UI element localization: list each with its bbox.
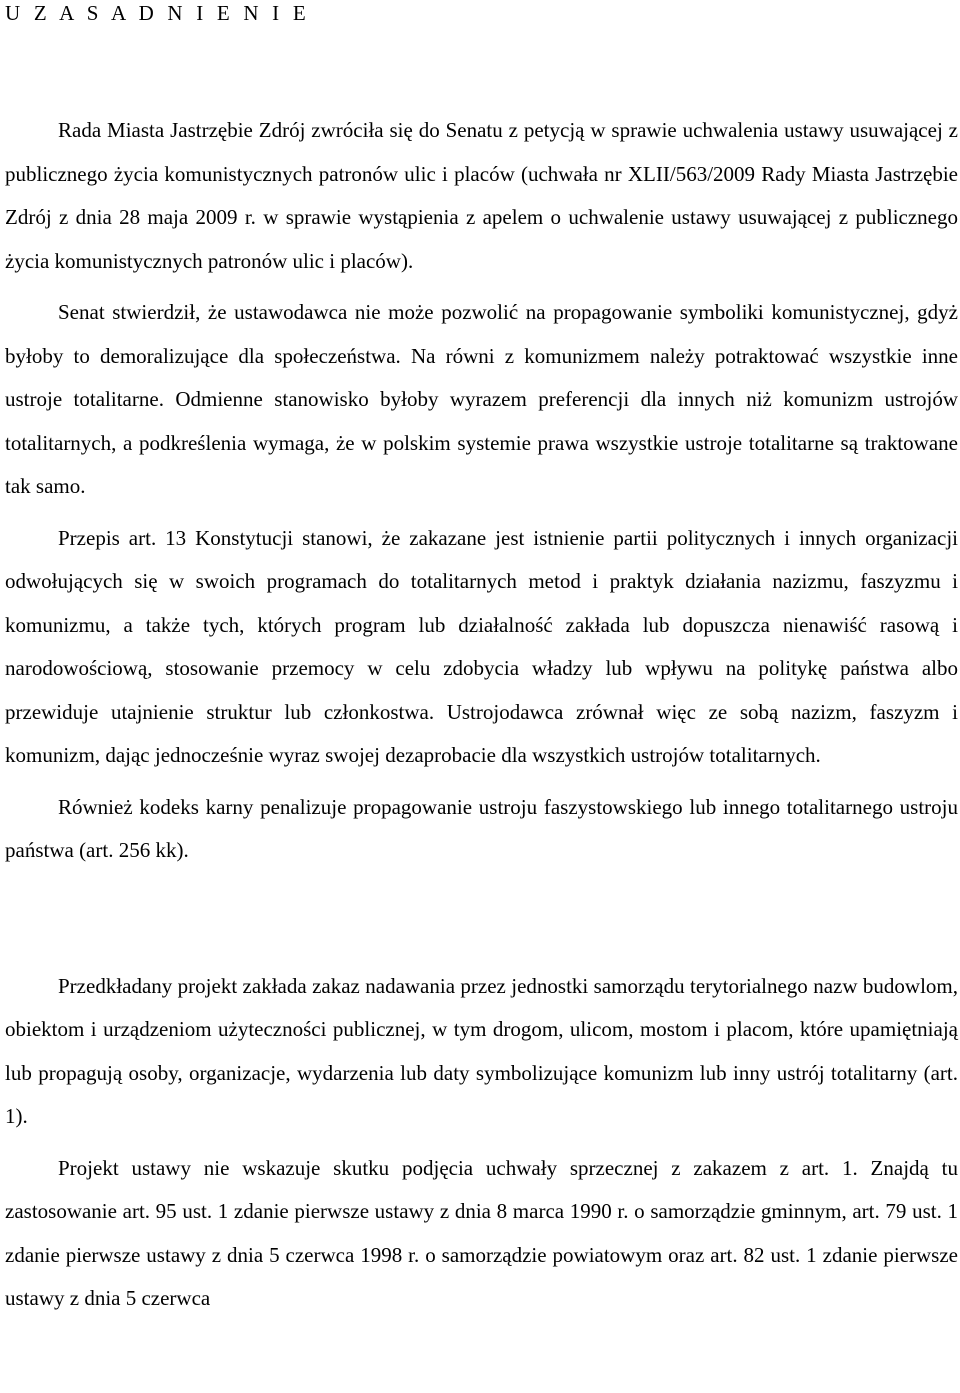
paragraph-constitution-article-13: Przepis art. 13 Konstytucji stanowi, że zakazane jest istnienie partii politycznych i innych organizacji odwołujących się w swoich programach do totalitarnych metod i praktyk działania nazizmu, faszyzmu i komunizmu, a także tych, których program lub działalność zakłada lub dopuszcza nienawiść rasową i narodowościową, stosowanie przemocy w celu zdobycia władzy lub wpływu na politykę państwa albo przewiduje utajnienie struktur lub członkostwa. Ustrojodawca zrównał więc ze sobą nazizm, faszyzm i komunizm, dając jednocześnie wyraz swojej dezaprobacie dla wszystkich ustrojów totalitarnych. xyxy=(5,525,958,767)
paragraph-senate-position: Senat stwierdził, że ustawodawca nie może pozwolić na propagowanie symboliki komunistycznej, gdyż byłoby to demoralizujące dla społeczeństwa. Na równi z komunizmem należy potraktować wszystkie inne ustroje totalitarne. Odmienne stanowisko byłoby wyrazem preferencji dla innych niż komunizm ustrojów totalitarnych, a podkreślenia wymaga, że w polskim systemie prawa wszystkie ustroje totalitarne są traktowane tak samo. xyxy=(5,300,958,498)
document-page xyxy=(5,0,958,1321)
spacer xyxy=(5,1139,958,1147)
paragraph-petition: Rada Miasta Jastrzębie Zdrój zwróciła się do Senatu z petycją w sprawie uchwalenia ustawy usuwającej z publicznego życia komunistycznych patronów ulic i placów (uchwała nr XLII/563/2009 Rady Miasta Jastrzębie Zdrój z dnia 28 maja 2009 r. w sprawie wystąpienia z apelem o uchwalenie ustawy usuwającej z publicznego życia komunistycznych patronów ulic i placów). xyxy=(5,118,958,273)
paragraph-legal-consequences: Projekt ustawy nie wskazuje skutku podjęcia uchwały sprzecznej z zakazem z art. 1. Znajdą tu zastosowanie art. 95 ust. 1 zdanie pierwsze ustawy z dnia 8 marca 1990 r. o samorządzie gminnym, art. 79 ust. 1 zdanie pierwsze ustawy z dnia 5 czerwca 1998 r. o samorządzie powiatowym oraz art. 82 ust. 1 zdanie pierwsze ustawy z dnia 5 czerwca xyxy=(5,1155,958,1310)
paragraph-penal-code: Również kodeks karny penalizuje propagowanie ustroju faszystowskiego lub innego totalitarnego ustroju państwa (art. 256 kk). xyxy=(5,794,958,862)
spacer xyxy=(5,283,958,291)
spacer xyxy=(5,873,958,965)
document-heading: U Z A S A D N I E N I E xyxy=(5,1,310,25)
spacer xyxy=(5,509,958,517)
spacer xyxy=(5,778,958,786)
paragraph-project-scope: Przedkładany projekt zakłada zakaz nadawania przez jednostki samorządu terytorialnego nazw budowlom, obiektom i urządzeniom użyteczności publicznej, w tym drogom, ulicom, mostom i placom, które upamiętniają lub propagują osoby, organizacje, wydarzenia lub daty symbolizujące komunizm lub inny ustrój totalitarny (art. 1). xyxy=(5,973,958,1128)
spacer xyxy=(5,26,958,109)
